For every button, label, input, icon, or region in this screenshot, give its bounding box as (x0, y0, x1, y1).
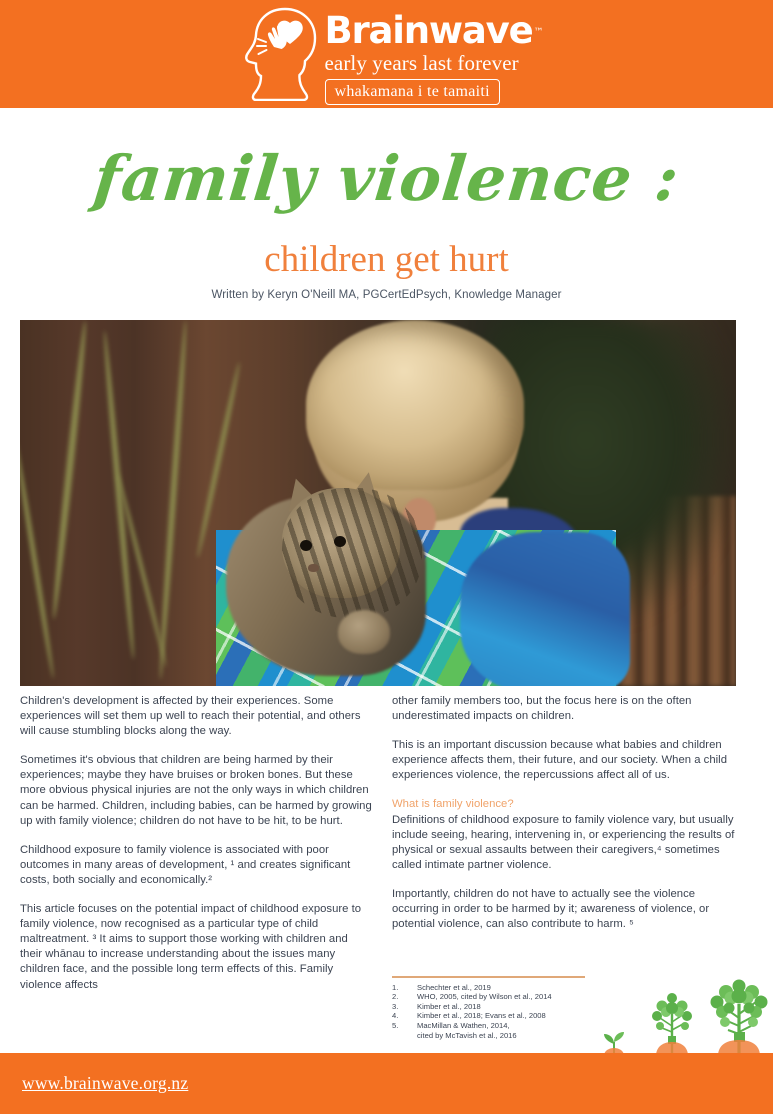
photo-jacket-hood (460, 532, 630, 686)
paragraph: This article focuses on the potential impact of childhood exposure to family violence, now recognised as a particular type of child maltreatment. ³ It aims to support those working with children and their whānau to increase understanding about the issues many children face, and the possible long term effects of this. Family violence affects (20, 903, 362, 991)
page-subtitle: children get hurt (264, 239, 509, 280)
byline: Written by Keryn O'Neill MA, PGCertEdPsych, Knowledge Manager (211, 289, 562, 301)
photo-kitten-nose (308, 564, 319, 572)
tree-large (711, 980, 768, 1057)
brainwave-logo (240, 6, 544, 105)
reference-number: 2. (392, 992, 399, 1002)
brand-name-text: Brainwave (324, 9, 533, 52)
reference-item (392, 1002, 600, 1012)
paragraph: Childhood exposure to family violence is associated with poor outcomes in many areas of development, ¹ and creates significant costs, both socially and economically.² (20, 843, 351, 886)
tree-medium (652, 993, 692, 1056)
brand-maori-tagline: whakamana i te tamaiti (324, 79, 499, 105)
reference-item (392, 992, 600, 1002)
brand-name (324, 9, 544, 52)
paragraph: Importantly, children do not have to actually see the violence occurring in order to be harmed by it; awareness of violence, or potential violence, can also contribute to harm. ⁵ (392, 887, 710, 931)
reference-number: 1. (392, 982, 399, 992)
references-divider (392, 976, 585, 978)
reference-item (392, 983, 600, 993)
paragraph: Children's development is affected by their experiences. Some experiences will set them up well to reach their potential, and others will cause stumbling blocks along the way. (20, 695, 361, 738)
reference-number: 4. (392, 1011, 399, 1021)
body-right-column (392, 694, 737, 932)
paragraph: Sometimes it's obvious that children are being harmed by their experiences; maybe they have bruises or broken bones. But these more obvious physical injuries are not the only ways in which children can be harmed. Children, including babies, can be harmed by growing up with family violence; children do not have to be hit, to be hurt. (20, 754, 372, 827)
paragraph: This is an important discussion because what babies and children experience affects them, their future, and our society. When a child experiences violence, the repercussions affect all of us. (392, 739, 728, 782)
reference-item (392, 1011, 600, 1021)
page-title-script: family violence : (90, 142, 683, 215)
reference-number: 5. (392, 1020, 399, 1030)
reference-text: WHO, 2005, cited by Wilson et al., 2014 (417, 992, 552, 1002)
references-list (392, 976, 600, 1040)
photo-kitten-eye (300, 540, 312, 551)
reference-item (392, 1021, 600, 1031)
hero-photo (20, 320, 736, 686)
reference-text: Kimber et al., 2018; Evans et al., 2008 (417, 1011, 546, 1021)
reference-continuation: cited by McTavish et al., 2016 (417, 1030, 517, 1040)
trademark-symbol: ™ (533, 27, 544, 38)
paragraph: Definitions of childhood exposure to family violence vary, but usually include seeing, hearing, intervening in, or experiencing the results of physical or sexual assaults between their caregivers,⁴ sometimes called intimate partner violence. (392, 813, 735, 871)
three-growing-trees-with-roots-icon (596, 978, 773, 1056)
reference-text: Kimber et al., 2018 (417, 1001, 481, 1011)
photo-kitten-stripes (282, 488, 422, 618)
reference-text: MacMillan & Wathen, 2014, (417, 1020, 510, 1030)
brand-tagline: early years last forever (324, 51, 519, 75)
body-left-column (20, 694, 372, 993)
website-url-link[interactable]: www.brainwave.org.nz (22, 1073, 189, 1093)
photo-boy-hair (306, 320, 524, 490)
photo-kitten-paw (338, 610, 390, 654)
paragraph: other family members too, but the focus here is on the often underestimated impacts on children. (392, 695, 692, 723)
head-heart-hands-logo-icon (240, 6, 318, 101)
photo-kitten-eye (334, 536, 346, 547)
section-heading: What is family violence? (392, 798, 514, 811)
reference-text: Schechter et al., 2019 (417, 982, 491, 992)
page-footer (0, 1053, 773, 1114)
reference-number: 3. (392, 1001, 399, 1011)
page-header (0, 0, 773, 108)
